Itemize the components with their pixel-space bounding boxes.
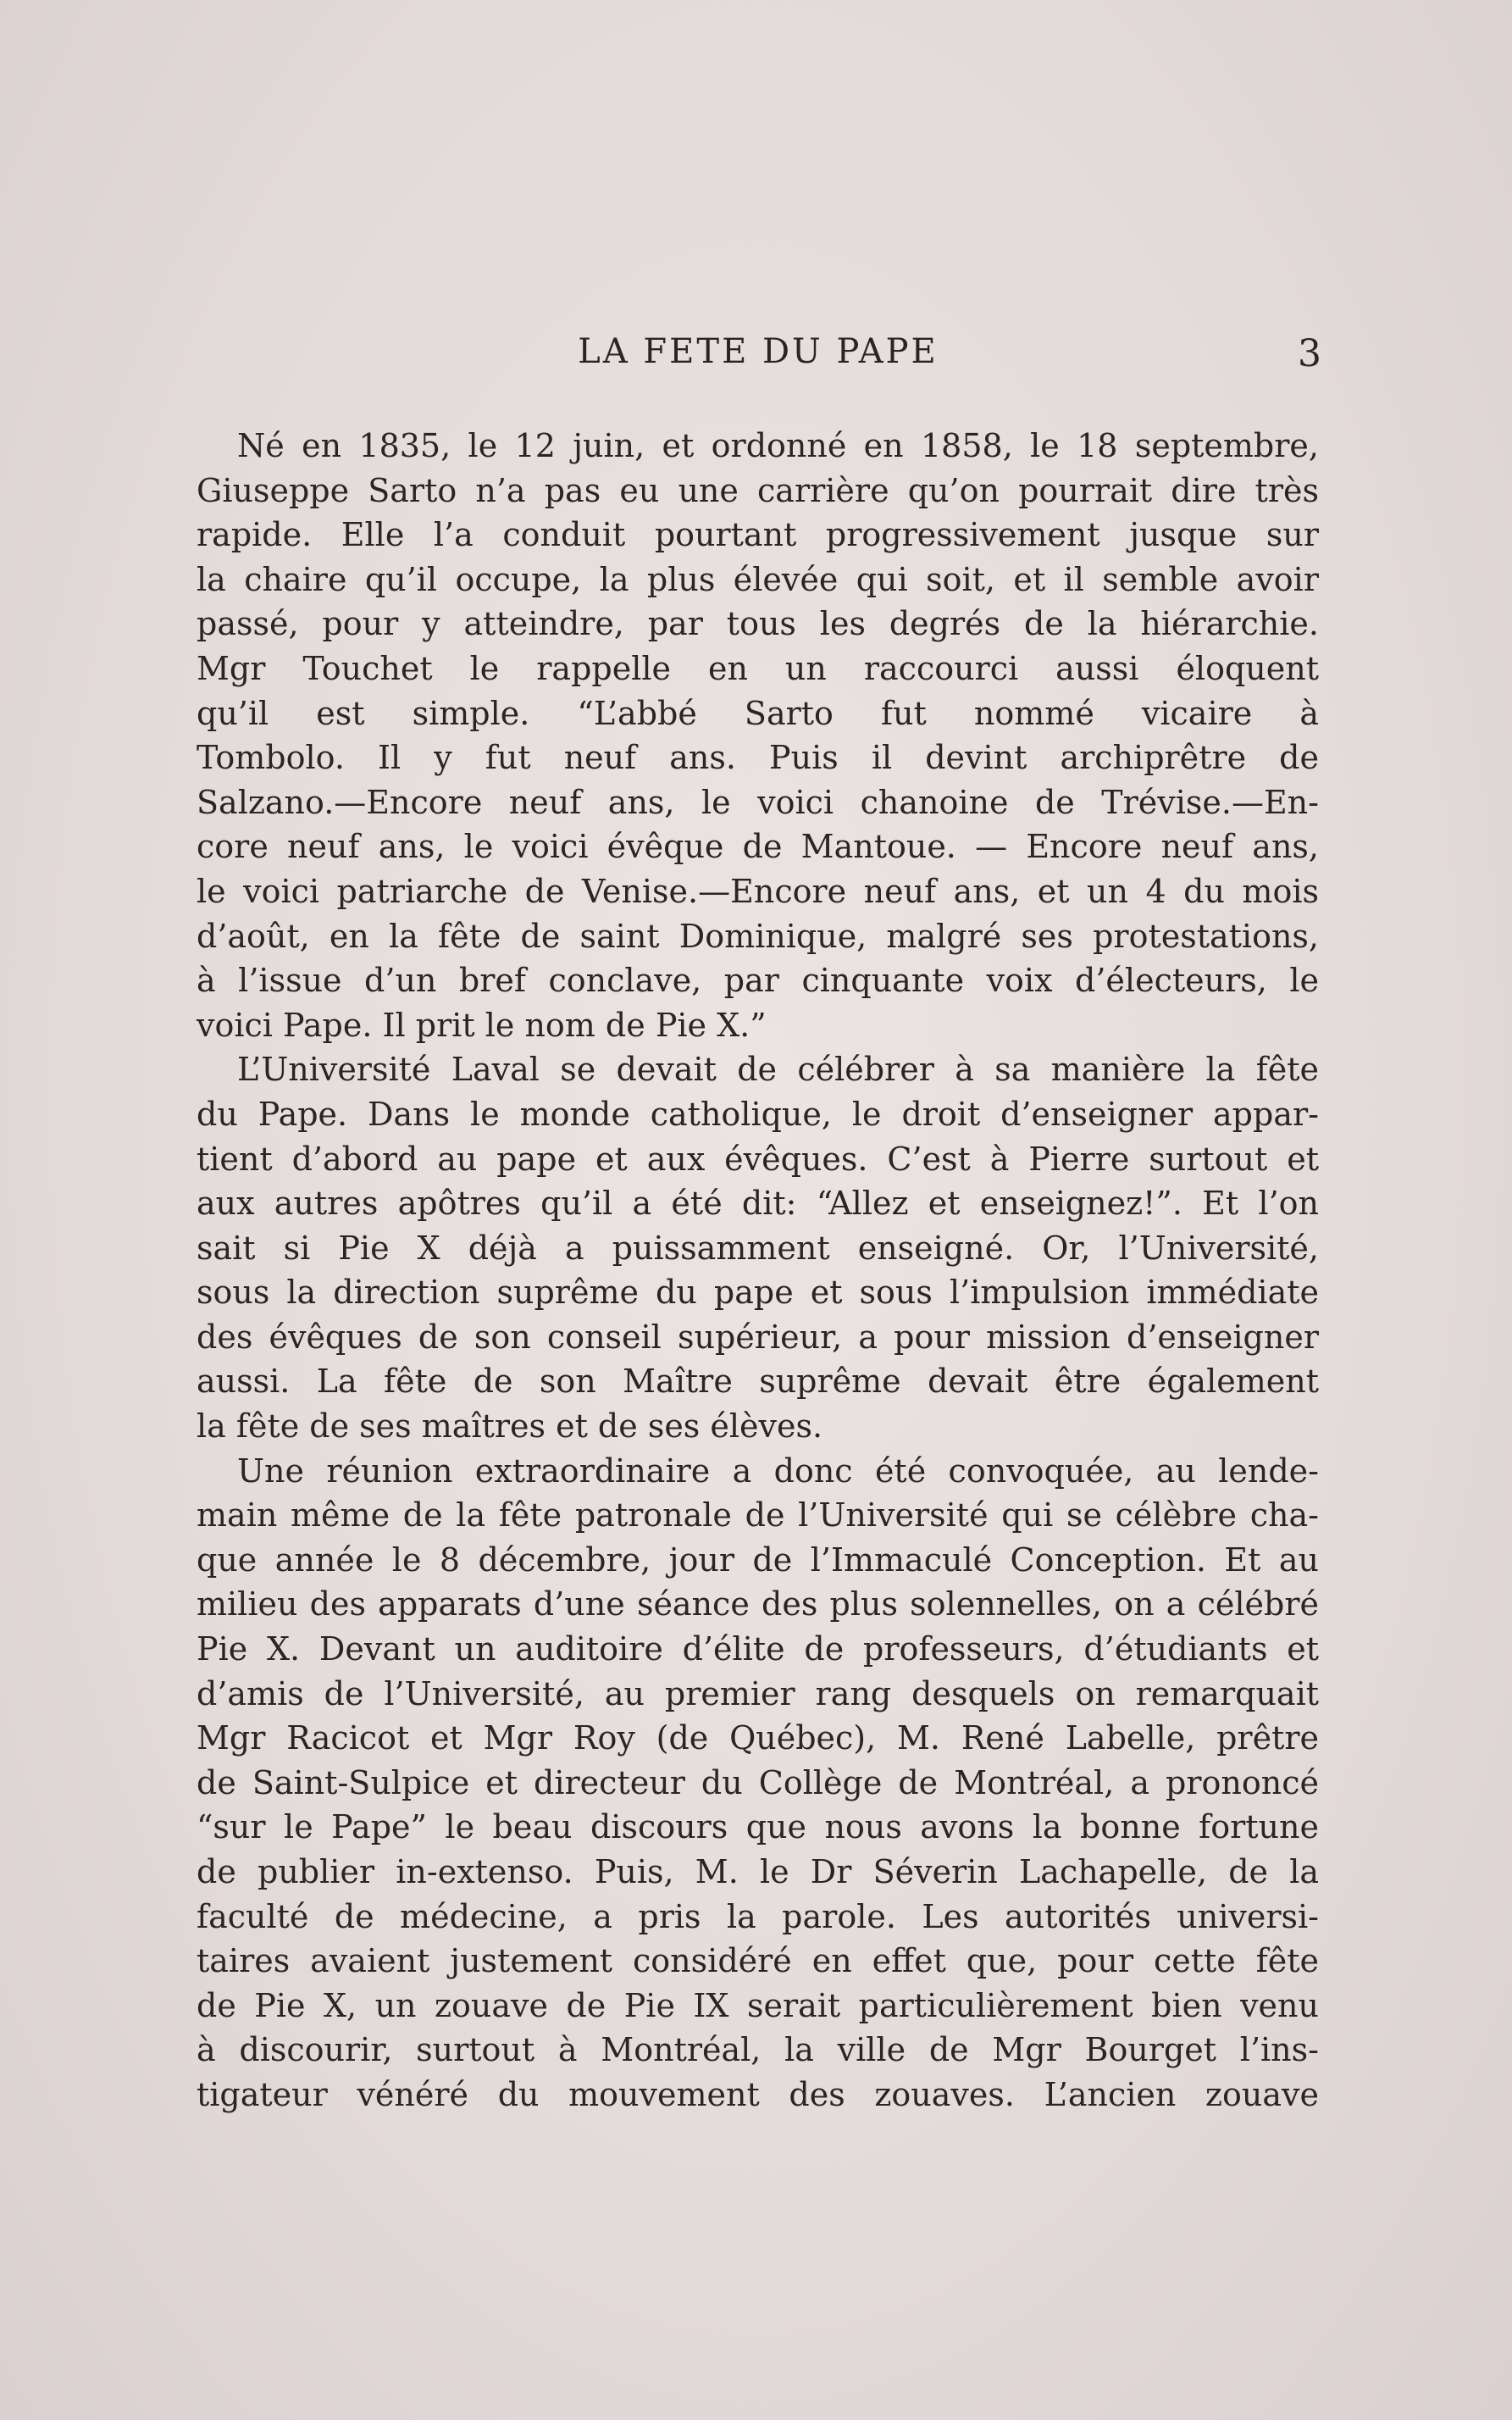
text-line: faculté de médecine, a pris la parole. Les autorités universi- [197,1897,1319,1935]
text-line: voici Pape. Il prit le nom de Pie X.” [197,1006,767,1044]
text-line: Salzano.—Encore neuf ans, le voici chanoine de Trévise.—En- [197,783,1319,821]
text-line: “sur le Pape” le beau discours que nous avons la bonne fortune [197,1808,1319,1846]
text-line: L’Université Laval se devait de célébrer à sa manière la fête [237,1051,1319,1089]
text-line: à discourir, surtout à Montréal, la ville de Mgr Bourget l’ins- [197,2031,1319,2069]
text-line: taires avaient justement considéré en effet que, pour cette fête [197,1942,1319,1980]
text-line: Mgr Racicot et Mgr Roy (de Québec), M. René Labelle, prêtre [197,1719,1319,1757]
text-line: la fête de ses maîtres et de ses élèves. [197,1407,823,1446]
page-header [195,332,1321,383]
text-line: de Saint-Sulpice et directeur du Collège de Montréal, a prononcé [197,1763,1319,1801]
text-line: de Pie X, un zouave de Pie IX serait particulièrement bien venu [197,1986,1319,2024]
text-line: des évêques de son conseil supérieur, a pour mission d’enseigner [197,1318,1319,1356]
text-line: de publier in-extenso. Puis, M. le Dr Séverin Lachapelle, de la [197,1853,1319,1890]
text-line: Né en 1835, le 12 juin, et ordonné en 1858, le 18 septembre, [237,427,1319,464]
page-number: 3 [1298,332,1321,375]
body-text [197,424,1319,2118]
text-line: que année le 8 décembre, jour de l’Immaculé Conception. Et au [197,1540,1319,1579]
text-line: Giuseppe Sarto n’a pas eu une carrière qu’on pourrait dire très [197,471,1319,509]
text-line: aux autres apôtres qu’il a été dit: “Allez et enseignez!”. Et l’on [197,1185,1319,1223]
text-line: core neuf ans, le voici évêque de Mantoue. — Encore neuf ans, [197,828,1319,866]
text-line: Une réunion extraordinaire a donc été convoquée, au lende- [237,1451,1319,1490]
text-line: sous la direction suprême du pape et sous l’impulsion immédiate [197,1274,1319,1312]
text-line: Mgr Touchet le rappelle en un raccourci aussi éloquent [197,649,1319,687]
text-line: main même de la fête patronale de l’Université qui se célèbre cha- [197,1496,1319,1535]
text-line: milieu des apparats d’une séance des plus solennelles, on a célébré [197,1585,1319,1624]
running-title: LA FETE DU PAPE [578,332,939,371]
text-line: qu’il est simple. “L’abbé Sarto fut nommé vicaire à [197,694,1319,732]
text-line: la chaire qu’il occupe, la plus élevée qui soit, et il semble avoir [197,560,1319,598]
text-line: Pie X. Devant un auditoire d’élite de professeurs, d’étudiants et [197,1630,1319,1668]
text-line: sait si Pie X déjà a puissamment enseigné. Or, l’Université, [197,1229,1319,1267]
text-line: du Pape. Dans le monde catholique, le droit d’enseigner appar- [197,1095,1319,1133]
text-line: le voici patriarche de Venise.—Encore neuf ans, et un 4 du mois [197,872,1319,910]
text-line: passé, pour y atteindre, par tous les degrés de la hiérarchie. [197,605,1319,643]
text-line: à l’issue d’un bref conclave, par cinquante voix d’électeurs, le [197,962,1319,1000]
text-line: rapide. Elle l’a conduit pourtant progressivement jusque sur [197,516,1319,554]
text-line: d’amis de l’Université, au premier rang desquels on remarquait [197,1674,1319,1712]
paragraph-2 [197,1047,1319,1448]
paragraph-3 [197,1449,1319,2118]
text-line: Tombolo. Il y fut neuf ans. Puis il devint archiprêtre de [197,739,1319,777]
text-line: d’août, en la fête de saint Dominique, malgré ses protestations, [197,917,1319,955]
text-line: tigateur vénéré du mouvement des zouaves. L’ancien zouave [197,2075,1319,2113]
text-line: aussi. La fête de son Maître suprême devait être également [197,1363,1319,1401]
paragraph-1 [197,424,1319,1047]
text-line: tient d’abord au pape et aux évêques. C’est à Pierre surtout et [197,1140,1319,1178]
